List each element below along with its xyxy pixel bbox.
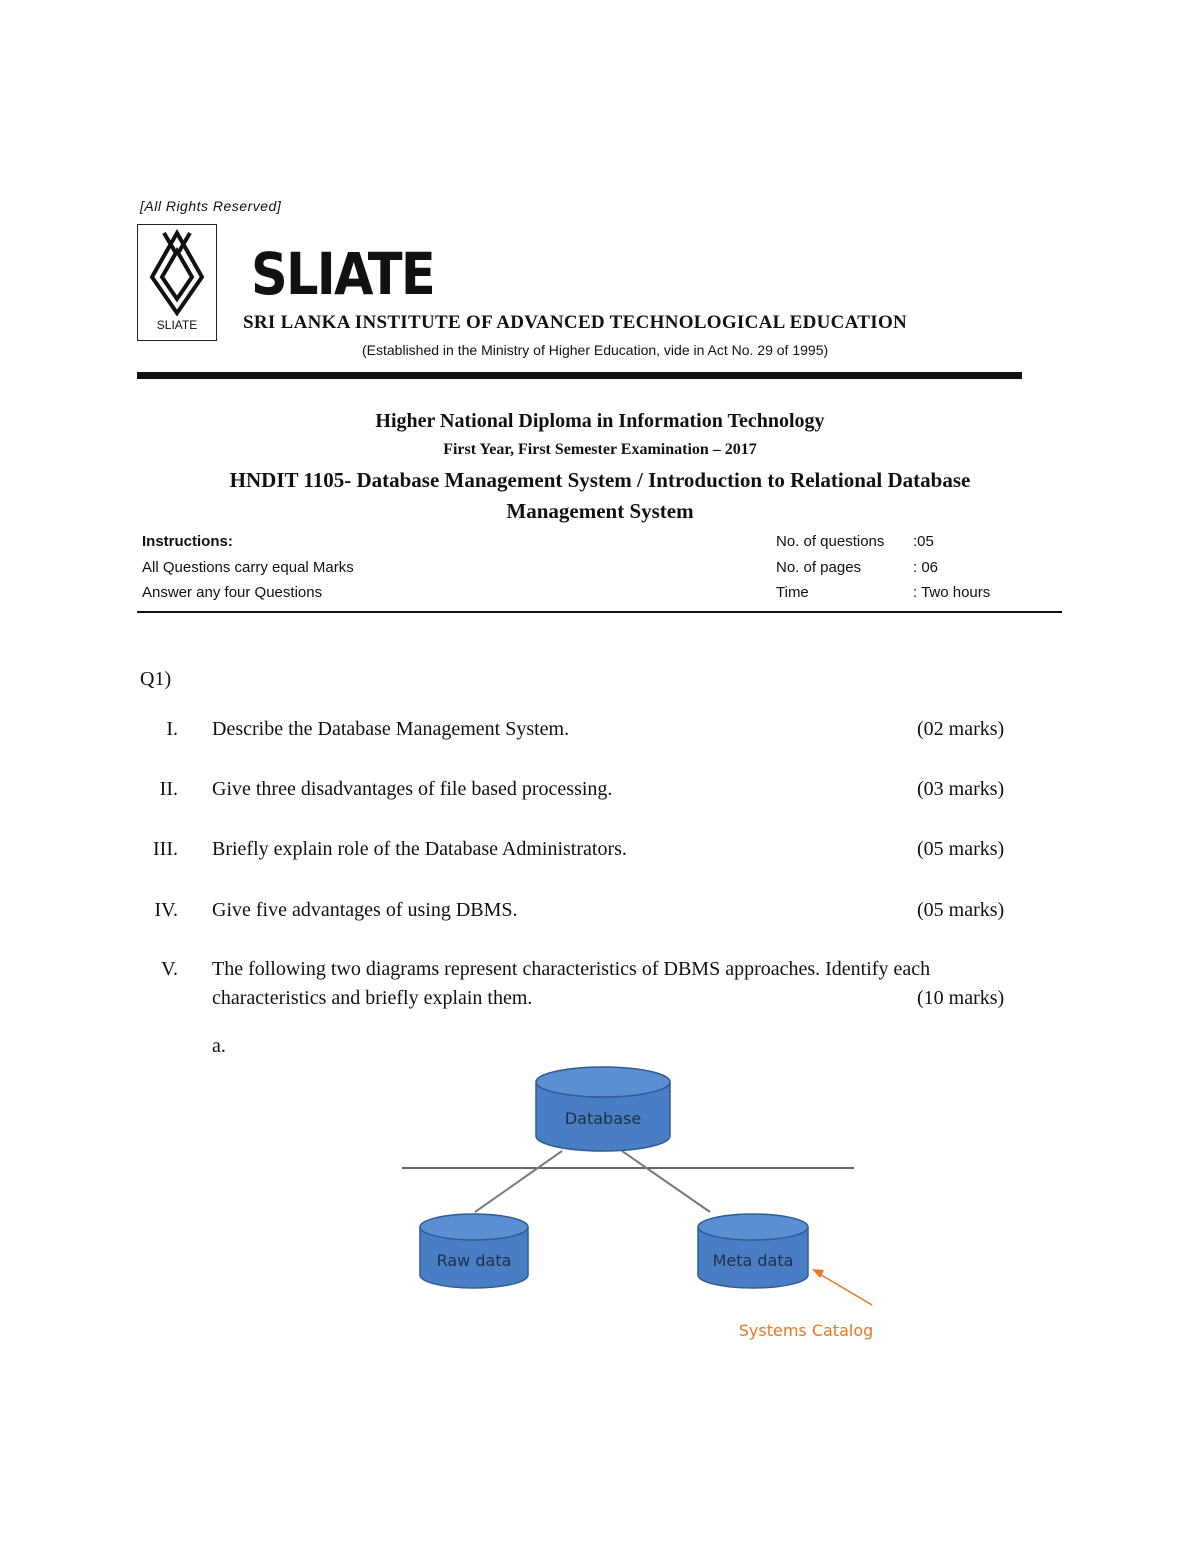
logo-caption: SLIATE	[156, 318, 198, 332]
meta-label-time: Time	[776, 584, 809, 601]
database-label: Database	[564, 1109, 642, 1128]
sub-question-marks: (05 marks)	[917, 899, 1005, 921]
diagram-label-a: a.	[212, 1035, 226, 1057]
logo-diamond-icon	[138, 225, 216, 325]
sub-question-text: Give five advantages of using DBMS.	[212, 899, 518, 921]
header-divider	[137, 372, 1022, 379]
raw-data-label: Raw data	[436, 1251, 512, 1270]
establishment-note: (Established in the Ministry of Higher Education, vide in Act No. 29 of 1995)	[362, 342, 829, 358]
rights-reserved-note: [All Rights Reserved]	[140, 198, 282, 214]
connector-raw	[475, 1151, 562, 1212]
meta-data-label: Meta data	[712, 1251, 794, 1270]
meta-value-time: : Two hours	[913, 584, 991, 601]
sub-question-text: The following two diagrams represent characteristics of DBMS approaches. Identify each	[212, 958, 931, 980]
instruction-line: Answer any four Questions	[142, 584, 323, 601]
instruction-line: All Questions carry equal Marks	[142, 559, 354, 576]
course-title-line1: HNDIT 1105- Database Management System / Introduction to Relational Database	[229, 468, 971, 492]
course-title-line2: Management System	[506, 499, 694, 523]
dbms-diagram	[390, 1060, 890, 1350]
callout-arrowhead-icon	[812, 1269, 824, 1278]
sub-question-number: I.	[166, 718, 178, 740]
meta-value-pages: : 06	[913, 559, 939, 576]
sub-question-number: IV.	[154, 899, 178, 921]
question-label: Q1)	[140, 668, 172, 690]
sub-question-marks: (10 marks)	[917, 987, 1005, 1009]
sub-question-text: Give three disadvantages of file based processing.	[212, 778, 613, 800]
sub-question-marks: (02 marks)	[917, 718, 1005, 740]
meta-label-pages: No. of pages	[776, 559, 862, 576]
exam-semester: First Year, First Semester Examination – 2017	[443, 441, 757, 458]
meta-value-questions: :05	[913, 533, 934, 550]
meta-label-questions: No. of questions	[776, 533, 885, 550]
sub-question-text-cont: characteristics and briefly explain them.	[212, 987, 533, 1009]
sub-question-marks: (05 marks)	[917, 838, 1005, 860]
connector-meta	[622, 1151, 710, 1212]
meta-data-cylinder	[698, 1214, 808, 1288]
raw-data-cylinder	[420, 1214, 528, 1288]
database-cylinder	[536, 1067, 670, 1151]
instructions-divider	[137, 611, 1062, 613]
sub-question-number: V.	[161, 958, 178, 980]
institute-name: SRI LANKA INSTITUTE OF ADVANCED TECHNOLOGICAL EDUCATION	[243, 312, 908, 333]
brand-wordmark: SLIATE	[251, 240, 434, 308]
sub-question-marks: (03 marks)	[917, 778, 1005, 800]
sub-question-number: II.	[159, 778, 178, 800]
instructions-heading: Instructions:	[142, 533, 233, 550]
systems-catalog-label: Systems Catalog	[738, 1321, 874, 1340]
sub-question-text: Describe the Database Management System.	[212, 718, 570, 740]
programme-title: Higher National Diploma in Information Technology	[375, 410, 825, 432]
callout-arrow	[818, 1273, 872, 1305]
sub-question-number: III.	[153, 838, 178, 860]
sub-question-text: Briefly explain role of the Database Administrators.	[212, 838, 627, 860]
